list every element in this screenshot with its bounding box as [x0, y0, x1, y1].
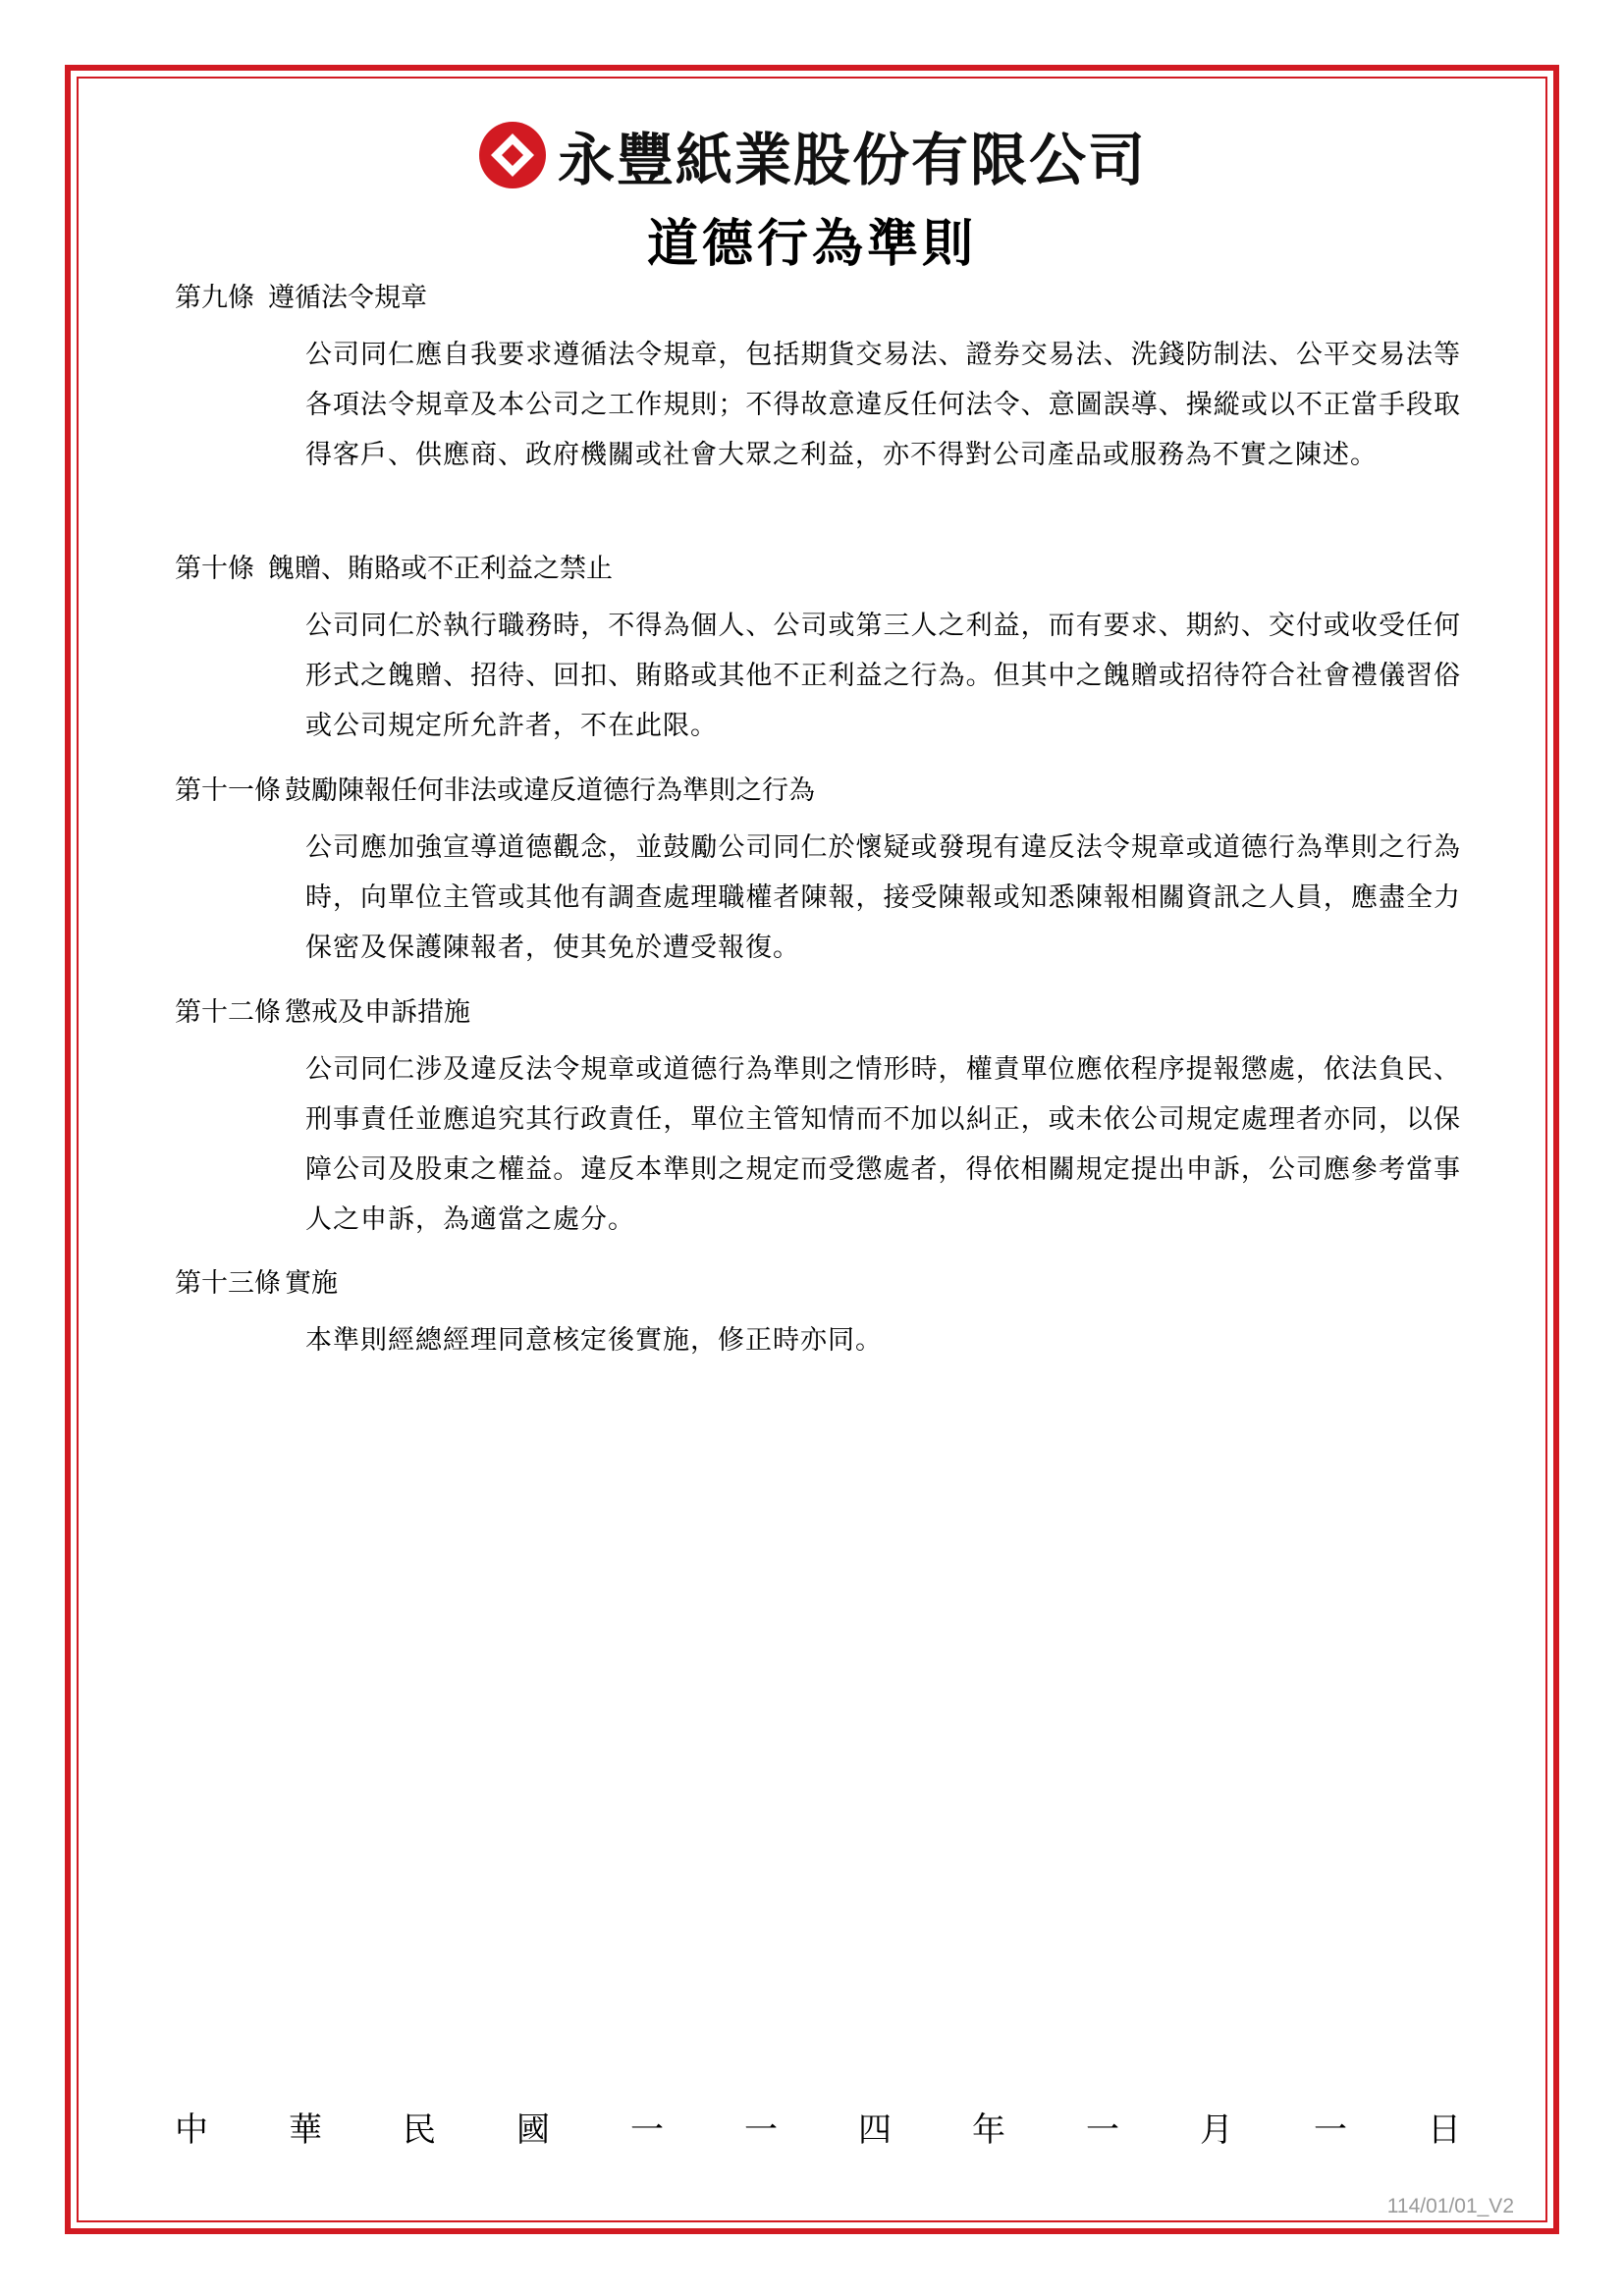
date-char: 民 [403, 2110, 436, 2150]
article-heading [175, 279, 1461, 318]
article-body: 本準則經總經理同意核定後實施，修正時亦同。 [305, 1325, 883, 1356]
date-char: 日 [1428, 2110, 1461, 2150]
issue-date [175, 2103, 1461, 2151]
date-char: 一 [630, 2110, 664, 2150]
document-title: 道德行為準則 [646, 215, 977, 274]
article-body: 公司同仁於執行職務時，不得為個人、公司或第三人之利益，而有要求、期約、交付或收受任何形式之餽贈、招待、回扣、賄賂或其他不正利益之行為。但其中之餽贈或招待符合社會禮儀習俗或公司規定所允許者，不在此限。 [305, 611, 1461, 741]
company-name: 永豐紙業股份有限公司 [557, 127, 1147, 193]
article-heading [175, 772, 1461, 811]
article-heading [175, 550, 1461, 589]
article-13 [175, 1264, 1461, 1365]
article-number: 第十三條 [175, 1268, 281, 1299]
date-char: 華 [289, 2110, 322, 2150]
date-char: 月 [1200, 2110, 1233, 2150]
article-body: 公司同仁應自我要求遵循法令規章，包括期貨交易法、證券交易法、洗錢防制法、公平交易法等各項法令規章及本公司之工作規則；不得故意違反任何法令、意圖誤導、操縱或以不正當手段取得客戶、供應商、政府機關或社會大眾之利益，亦不得對公司產品或服務為不實之陳述。 [305, 340, 1461, 470]
logo-row [477, 116, 1147, 194]
date-char: 一 [744, 2110, 778, 2150]
article-title: 餽贈、賄賂或不正利益之禁止 [268, 554, 613, 584]
date-char: 國 [516, 2110, 550, 2150]
letterhead [0, 116, 1624, 194]
article-number: 第十一條 [175, 775, 281, 806]
date-char: 一 [1314, 2110, 1347, 2150]
article-10 [175, 550, 1461, 751]
article-body: 公司同仁涉及違反法令規章或道德行為準則之情形時，權責單位應依程序提報懲處，依法負民、刑事責任並應追究其行政責任，單位主管知情而不加以糾正，或未依公司規定處理者亦同，以保障公司及股東之權益。違反本準則之規定而受懲處者，得依相關規定提出申訴，公司應參考當事人之申訴，為適當之處分。 [305, 1054, 1461, 1235]
date-char: 一 [1086, 2110, 1119, 2150]
version-label: 114/01/01_V2 [1386, 2195, 1514, 2217]
article-11 [175, 772, 1461, 973]
date-char: 年 [972, 2110, 1005, 2150]
article-number: 第十條 [175, 554, 254, 584]
article-heading [175, 1264, 1461, 1304]
date-char: 中 [175, 2110, 208, 2150]
article-number: 第十二條 [175, 997, 281, 1028]
article-title: 懲戒及申訴措施 [285, 997, 470, 1028]
article-title: 遵循法令規章 [268, 283, 427, 313]
date-char: 四 [858, 2110, 892, 2150]
article-title: 實施 [285, 1268, 338, 1299]
article-9 [175, 279, 1461, 480]
article-title: 鼓勵陳報任何非法或違反道德行為準則之行為 [285, 775, 815, 806]
article-number: 第九條 [175, 283, 254, 313]
diamond-logo-icon [477, 120, 548, 190]
article-body: 公司應加強宣導道德觀念，並鼓勵公司同仁於懷疑或發現有違反法令規章或道德行為準則之行為時，向單位主管或其他有調查處理職權者陳報，接受陳報或知悉陳報相關資訊之人員，應盡全力保密及保護陳報者，使其免於遭受報復。 [305, 832, 1461, 963]
article-12 [175, 993, 1461, 1245]
article-heading [175, 993, 1461, 1033]
